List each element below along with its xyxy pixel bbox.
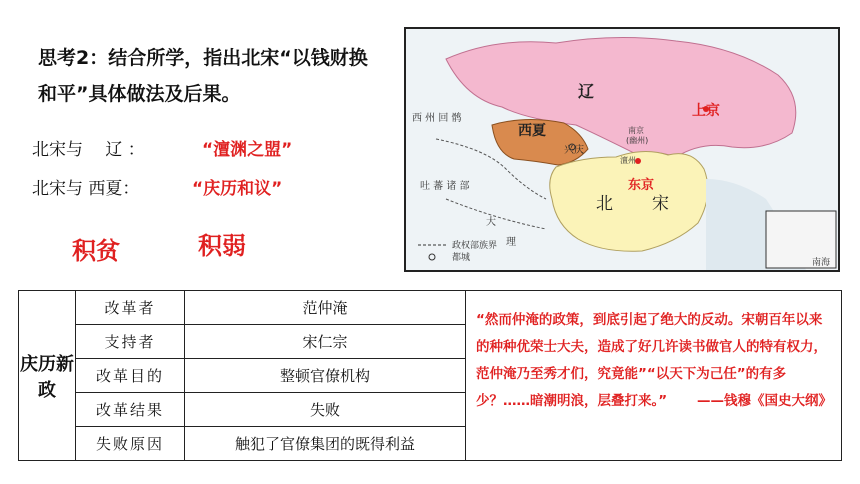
- table-row: [19, 359, 466, 393]
- row-key: 失败原因: [76, 427, 185, 461]
- table-row: [19, 291, 466, 325]
- question-line-2: 和平”具体做法及后果。: [38, 83, 241, 105]
- quote-text: “然而仲淹的政策，到底引起了绝大的反动。宋朝百年以来的种种优荣士大夫，造成了好几许读书做官人的特有权力，范仲淹乃至秀才们，究竟能”“以天下为己任”的有多少？……暗潮明浪，层叠打来。”: [476, 312, 827, 409]
- row-value: 宋仁宗: [185, 325, 466, 359]
- quote-paragraph: [476, 307, 832, 415]
- label-xingqing: 兴庆: [564, 145, 584, 156]
- label-shanzhou: 澶州: [620, 156, 636, 165]
- treaty-name: “庆历和议”: [192, 179, 283, 199]
- treaty-name: “澶渊之盟”: [202, 140, 293, 160]
- label-nanhai: 南海: [812, 258, 831, 268]
- label-song-2: 宋: [652, 194, 669, 214]
- treaty-label: 北宋与 西夏：: [32, 179, 140, 199]
- song-era-map: [404, 27, 840, 272]
- label-xizhou: 西 州 回 鹘: [412, 113, 462, 124]
- label-liao: 辽: [578, 82, 595, 101]
- label-xixia: 西夏: [518, 123, 546, 139]
- label-dali: 大: [486, 217, 496, 228]
- row-key: 改革结果: [76, 393, 185, 427]
- legend-capital: 都城: [452, 253, 471, 263]
- label-dali-2: 理: [506, 237, 516, 248]
- row-key: 改革者: [76, 291, 185, 325]
- table-row: [19, 427, 466, 461]
- label-song-1: 北: [596, 194, 613, 214]
- row-value: 范仲淹: [185, 291, 466, 325]
- row-value: 触犯了官僚集团的既得利益: [185, 427, 466, 461]
- quote-box: [466, 290, 842, 461]
- treaty-row-xixia: [32, 174, 282, 199]
- map-drawing: [406, 29, 838, 270]
- label-dongjing: 东京: [628, 178, 655, 193]
- label-youzhou: (幽州): [626, 136, 649, 145]
- label-tubo: 吐 蕃 诸 部: [420, 181, 470, 192]
- row-value: 整顿官僚机构: [185, 359, 466, 393]
- reform-title: 庆历新政: [19, 291, 76, 461]
- consequence-poverty: 积贫: [72, 237, 120, 265]
- row-key: 改革目的: [76, 359, 185, 393]
- consequence-weakness: 积弱: [198, 232, 246, 260]
- label-shangjing: 上京: [692, 103, 720, 119]
- treaty-row-liao: [32, 135, 292, 160]
- question-text: [38, 40, 398, 112]
- treaty-label: 北宋与 辽 ：: [32, 140, 145, 160]
- question-line-1: 思考2：结合所学，指出北宋“以钱财换: [38, 47, 368, 69]
- table-row: [19, 393, 466, 427]
- table-row: [19, 325, 466, 359]
- label-nanjing: 南京: [628, 126, 644, 135]
- row-value: 失败: [185, 393, 466, 427]
- reform-table: [18, 290, 466, 461]
- row-key: 支持者: [76, 325, 185, 359]
- quote-source: ——钱穆《国史大纲》: [697, 393, 832, 409]
- legend-border: 政权部族界: [452, 241, 498, 251]
